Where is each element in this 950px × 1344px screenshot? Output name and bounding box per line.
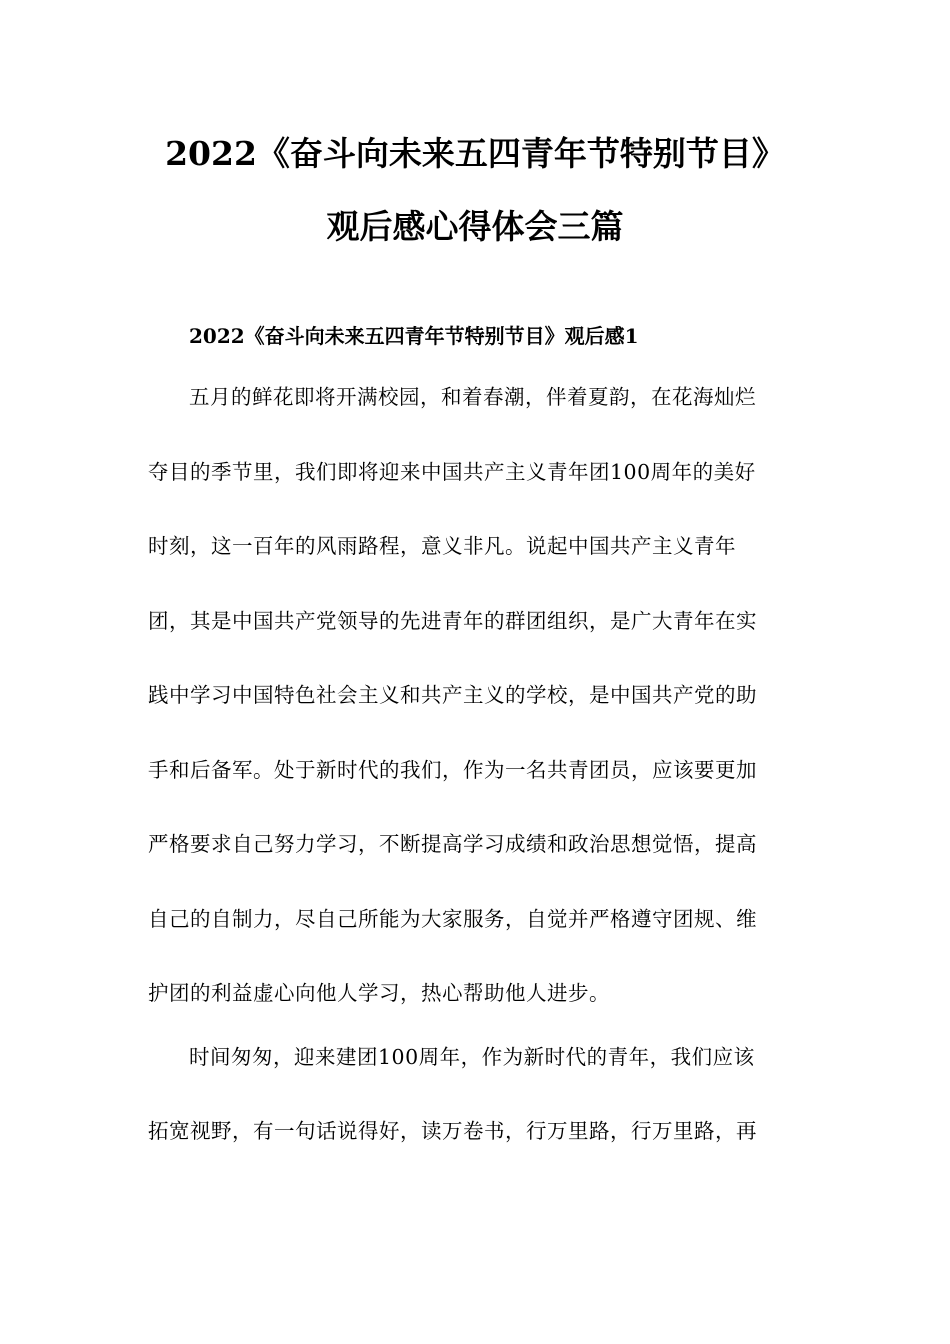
paragraph-line: 团，其是中国共产党领导的先进青年的群团组织，是广大青年在实 <box>148 609 757 633</box>
paragraph-line: 时刻，这一百年的风雨路程，意义非凡。说起中国共产主义青年 <box>148 534 736 558</box>
section-heading: 2022《奋斗向未来五四青年节特别节目》观后感1 <box>189 324 639 348</box>
paragraph-line: 自己的自制力，尽自己所能为大家服务，自觉并严格遵守团规、维 <box>148 907 757 931</box>
paragraph-line: 五月的鲜花即将开满校园，和着春潮，伴着夏韵，在花海灿烂 <box>189 385 756 409</box>
paragraph-line: 严格要求自己努力学习，不断提高学习成绩和政治思想觉悟，提高 <box>148 832 757 856</box>
paragraph-line: 时间匆匆，迎来建团100周年，作为新时代的青年，我们应该 <box>189 1045 755 1069</box>
paragraph-line: 护团的利益虚心向他人学习，热心帮助他人进步。 <box>148 981 610 1005</box>
document-title-line-1: 2022《奋斗向未来五四青年节特别节目》 <box>165 134 785 173</box>
paragraph-line: 拓宽视野，有一句话说得好，读万卷书，行万里路，行万里路，再 <box>148 1119 757 1143</box>
document-title-line-2: 观后感心得体会三篇 <box>326 207 624 246</box>
paragraph-line: 夺目的季节里，我们即将迎来中国共产主义青年团100周年的美好 <box>148 460 756 484</box>
paragraph-line: 手和后备军。处于新时代的我们，作为一名共青团员，应该要更加 <box>148 758 757 782</box>
paragraph-line: 践中学习中国特色社会主义和共产主义的学校，是中国共产党的助 <box>148 683 757 707</box>
